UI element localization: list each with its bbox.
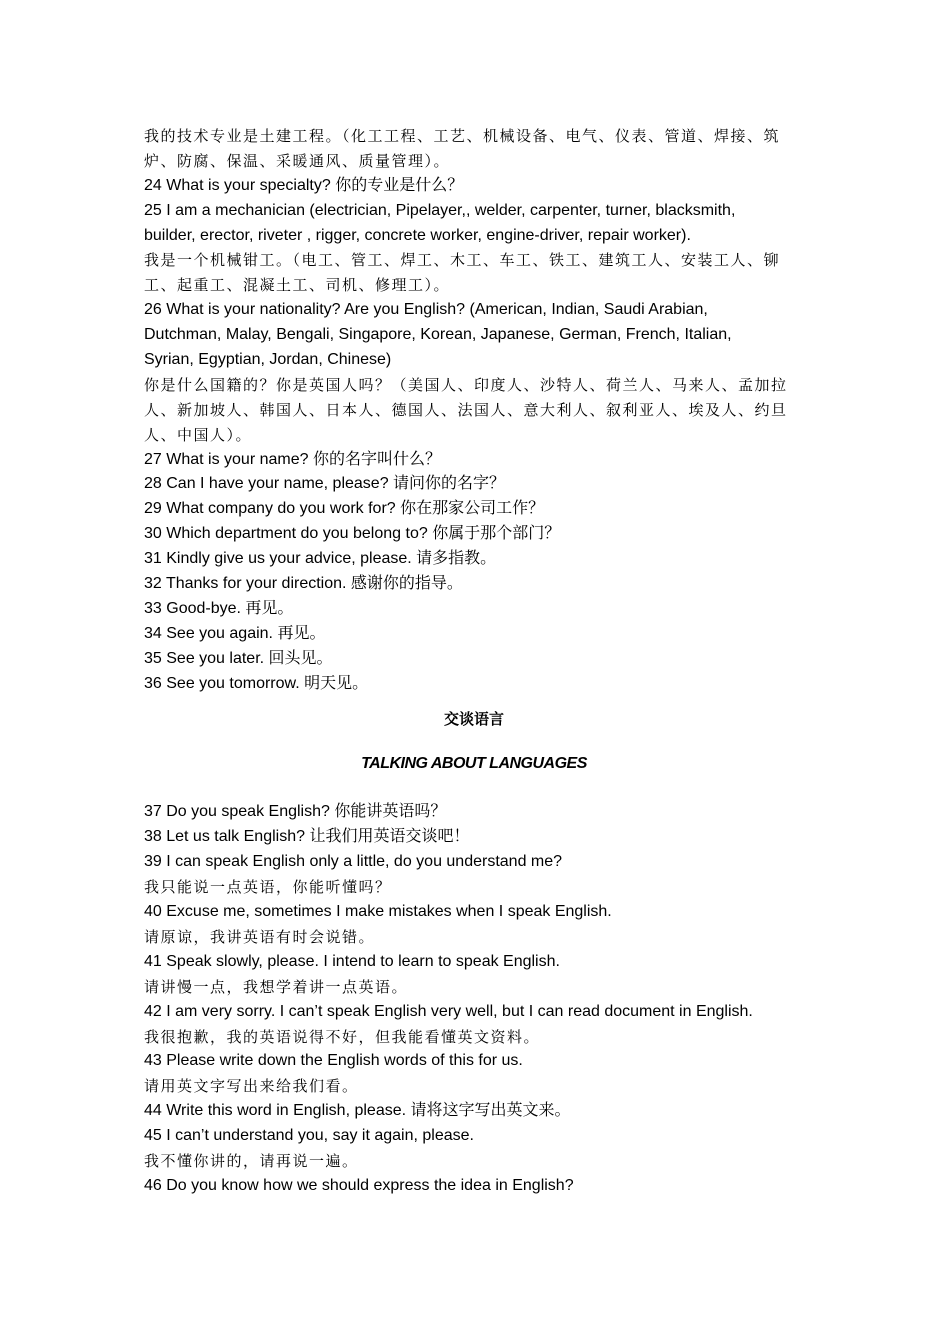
chinese-text-line: 工、起重工、混凝土工、司机、修理工）。 <box>144 276 451 295</box>
phrase-line: 28 Can I have your name, please? 请问你的名字？ <box>144 475 506 493</box>
chinese-text-line: 请讲慢一点，我想学着讲一点英语。 <box>144 977 409 996</box>
phrase-line: Syrian, Egyptian, Jordan, Chinese) <box>144 351 392 369</box>
chinese-text-line: 人、中国人）。 <box>144 425 253 444</box>
phrase-line: 35 See you later. 回头见。 <box>144 649 333 667</box>
chinese-text-line: 我的技术专业是土建工程。（化工工程、工艺、机械设备、电气、仪表、管道、焊接、筑 <box>144 127 781 145</box>
phrase-line: 38 Let us talk English? 让我们用英语交谈吧！ <box>144 828 470 846</box>
phrase-line: Dutchman, Malay, Bengali, Singapore, Korean, Japanese, German, French, Italian, <box>144 326 732 344</box>
phrase-line: 29 What company do you work for? 你在那家公司工作？ <box>144 500 545 518</box>
phrase-line: 44 Write this word in English, please. 请将这字写出英文来。 <box>144 1102 571 1120</box>
phrase-list-bottom <box>144 800 804 1198</box>
phrase-line: 37 Do you speak English? 你能讲英语吗？ <box>144 803 447 821</box>
phrase-line: 40 Excuse me, sometimes I make mistakes when I speak English. <box>144 903 612 921</box>
phrase-line: 39 I can speak English only a little, do you understand me? <box>144 853 563 871</box>
chinese-text-line: 我是一个机械钳工。（电工、管工、焊工、木工、车工、铁工、建筑工人、安装工人、铆 <box>144 251 781 270</box>
phrase-line: 32 Thanks for your direction. 感谢你的指导。 <box>144 575 463 593</box>
phrase-line: 26 What is your nationality? Are you English? (American, Indian, Saudi Arabian, <box>144 301 708 319</box>
chinese-text-line: 炉、防腐、保温、采暖通风、质量管理）。 <box>144 151 451 170</box>
phrase-line: 41 Speak slowly, please. I intend to learn to speak English. <box>144 952 560 970</box>
chinese-text-line: 我只能说一点英语，你能听懂吗？ <box>144 878 392 897</box>
chinese-text-line: 我很抱歉，我的英语说得不好，但我能看懂英文资料。 <box>144 1027 541 1046</box>
phrase-line: 42 I am very sorry. I can’t speak English very well, but I can read document in English. <box>144 1002 753 1020</box>
chinese-text-line: 我不懂你讲的，请再说一遍。 <box>144 1151 359 1170</box>
phrase-line: 45 I can’t understand you, say it again, please. <box>144 1127 474 1145</box>
chinese-text-line: 你是什么国籍的？你是英国人吗？（美国人、印度人、沙特人、荷兰人、马来人、孟加拉 <box>144 375 788 394</box>
phrase-line: 43 Please write down the English words of this for us. <box>144 1052 523 1070</box>
phrase-line: 31 Kindly give us your advice, please. 请多指教。 <box>144 550 497 568</box>
phrase-line: 34 See you again. 再见。 <box>144 624 326 642</box>
phrase-line: 27 What is your name? 你的名字叫什么？ <box>144 450 441 468</box>
phrase-line: 33 Good-bye. 再见。 <box>144 599 294 617</box>
phrase-line: builder, erector, riveter , rigger, concrete worker, engine-driver, repair worker). <box>144 226 691 244</box>
chinese-text-line: 请原谅，我讲英语有时会说错。 <box>144 927 376 946</box>
section-title-english: TALKING ABOUT LANGUAGES <box>361 755 587 773</box>
phrase-line: 30 Which department do you belong to? 你属于那个部门？ <box>144 525 561 543</box>
phrase-line: 46 Do you know how we should express the idea in English? <box>144 1176 574 1194</box>
phrase-line: 25 I am a mechanician (electrician, Pipelayer,, welder, carpenter, turner, blacksmith, <box>144 201 736 219</box>
chinese-text-line: 人、新加坡人、韩国人、日本人、德国人、法国人、意大利人、叙利亚人、埃及人、约旦 <box>144 400 788 419</box>
section-title-chinese: 交谈语言 <box>443 710 504 729</box>
chinese-text-line: 请用英文字写出来给我们看。 <box>144 1077 359 1096</box>
phrase-line: 36 See you tomorrow. 明天见。 <box>144 674 369 692</box>
phrase-list-top <box>144 124 804 696</box>
document-page <box>144 124 804 1199</box>
phrase-line: 24 What is your specialty? 你的专业是什么？ <box>144 176 464 194</box>
